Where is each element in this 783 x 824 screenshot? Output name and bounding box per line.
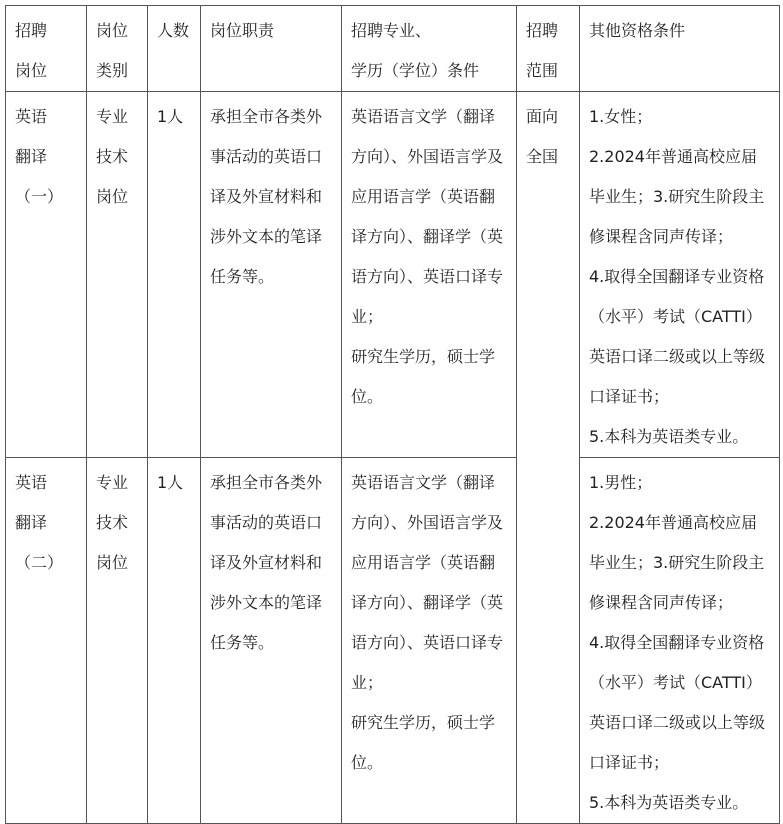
header-conditions: 其他资格条件 (580, 6, 780, 92)
header-major: 招聘专业、 学历（学位）条件 (342, 6, 517, 92)
cell-position: 英语 翻译 （一） (6, 92, 87, 458)
header-count: 人数 (148, 6, 201, 92)
cell-conditions: 1.男性； 2.2024年普通高校应届毕业生；3.研究生阶段主修课程含同声传译； 4.取得全国翻译专业资格（水平）考试（CATTI）英语口译二级或以上等级口译证书； 5.本科为英语类专业。 (580, 458, 780, 824)
cell-major: 英语语言文学（翻译方向）、外国语言学及应用语言学（英语翻译方向）、翻译学（英语方向）、英语口译专业； 研究生学历，硕士学位。 (342, 458, 517, 824)
cell-category: 专业 技术 岗位 (87, 92, 148, 458)
cell-duty: 承担全市各类外事活动的英语口译及外宣材料和涉外文本的笔译任务等。 (201, 458, 342, 824)
cell-position: 英语 翻译 （二） (6, 458, 87, 824)
header-scope: 招聘 范围 (517, 6, 580, 92)
cell-conditions: 1.女性； 2.2024年普通高校应届毕业生；3.研究生阶段主修课程含同声传译； 4.取得全国翻译专业资格（水平）考试（CATTI）英语口译二级或以上等级口译证书； 5.本科为英语类专业。 (580, 92, 780, 458)
cell-category: 专业 技术 岗位 (87, 458, 148, 824)
header-category: 岗位 类别 (87, 6, 148, 92)
table-row (6, 92, 780, 458)
header-position: 招聘 岗位 (6, 6, 87, 92)
cell-duty: 承担全市各类外事活动的英语口译及外宣材料和涉外文本的笔译任务等。 (201, 92, 342, 458)
cell-scope: 面向 全国 (517, 92, 580, 824)
cell-count: 1人 (148, 458, 201, 824)
header-duty: 岗位职责 (201, 6, 342, 92)
header-row (6, 6, 780, 92)
cell-major: 英语语言文学（翻译方向）、外国语言学及应用语言学（英语翻译方向）、翻译学（英语方向）、英语口译专业； 研究生学历，硕士学位。 (342, 92, 517, 458)
recruitment-table (5, 5, 780, 824)
cell-count: 1人 (148, 92, 201, 458)
table-row (6, 458, 780, 824)
